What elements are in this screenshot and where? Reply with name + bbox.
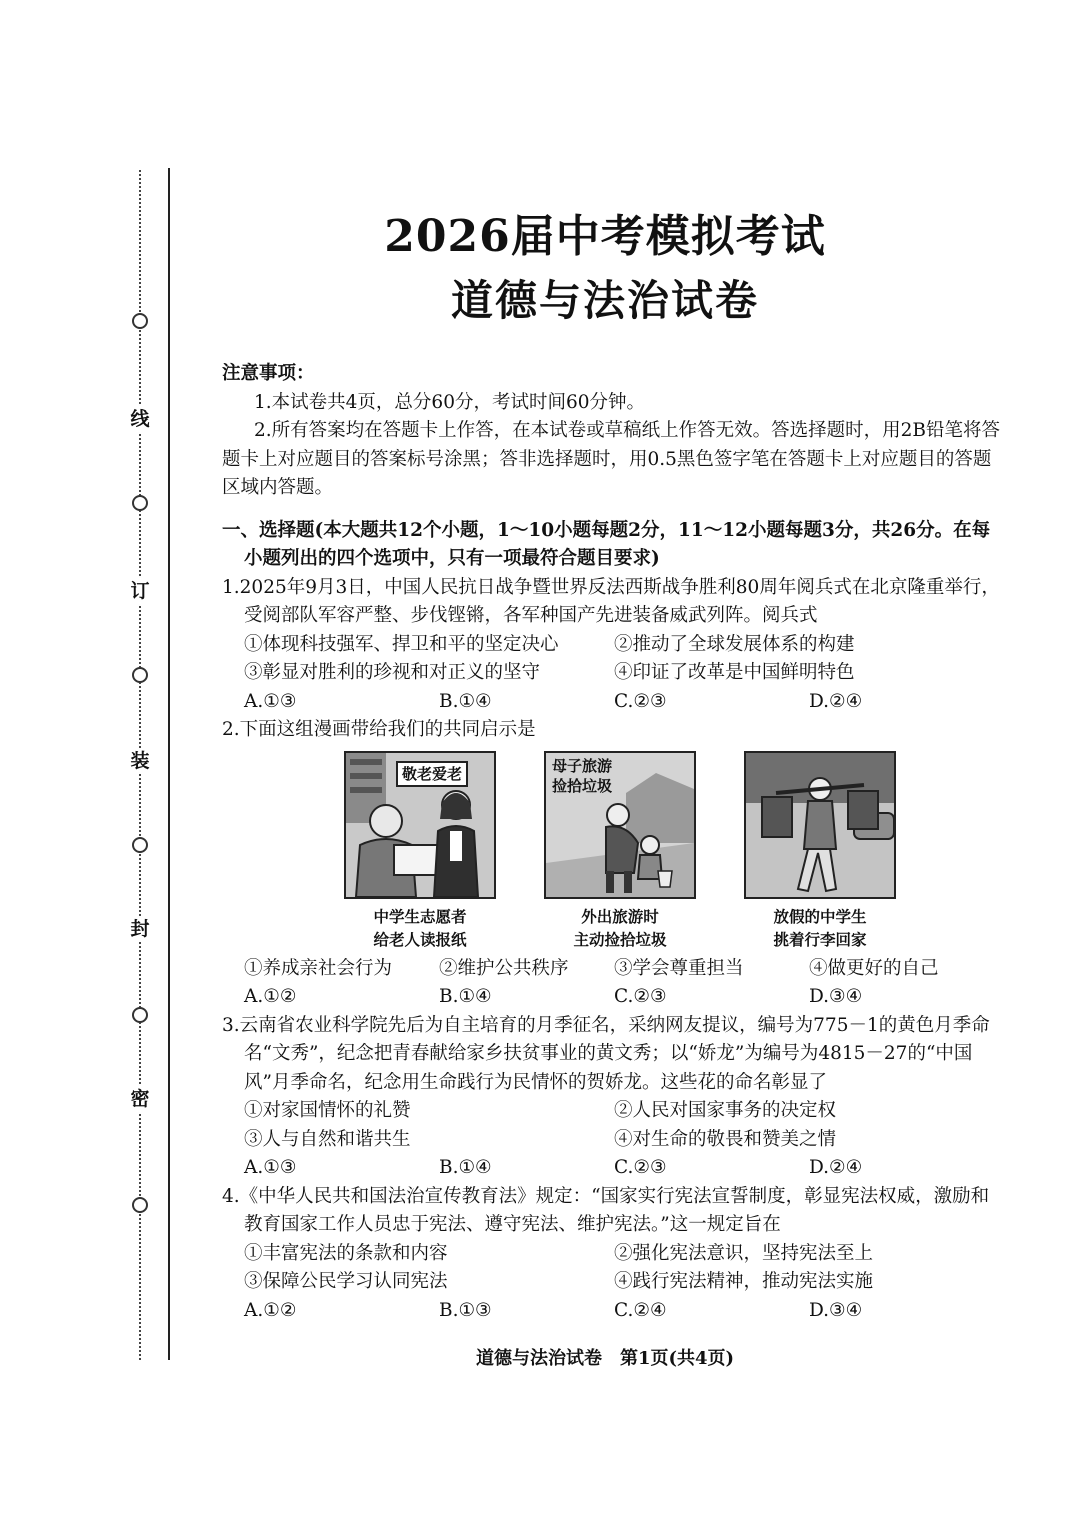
- question-stem: 2.下面这组漫画带给我们的共同启示是: [222, 719, 536, 740]
- choice-d: D.②④: [809, 1157, 863, 1178]
- binding-mark-xian: 线: [126, 406, 154, 432]
- choice-b: B.①③: [439, 1299, 492, 1321]
- statement-item: ②人民对国家事务的决定权: [614, 1100, 837, 1121]
- statement-item: ①对家国情怀的礼赞: [244, 1100, 411, 1121]
- comic-caption-line: 主动捡拾垃圾: [573, 929, 667, 949]
- exam-content: [222, 360, 1002, 1325]
- page-footer: 道德与法治试卷 第1页(共4页): [475, 1348, 735, 1369]
- binding-mark-ding: 订: [126, 578, 154, 604]
- comic-caption: [344, 905, 496, 951]
- choice-a: A.①②: [244, 986, 297, 1007]
- notice-item: 1.本试卷共4页，总分60分，考试时间60分钟。: [254, 391, 646, 413]
- comic-sign-text: 敬老爱老: [396, 761, 468, 787]
- statement-item: ②维护公共秩序: [439, 957, 569, 979]
- choice-list: [222, 688, 1002, 717]
- statement-list: [222, 955, 1002, 984]
- statement-item: ③学会尊重担当: [614, 957, 744, 979]
- binding-mark-feng: 封: [126, 916, 154, 942]
- section-heading: 一、选择题(本大题共12个小题，1～10小题每题2分，11～12小题每题3分，共26分。在每小题列出的四个选项中，只有一项最符合题目要求): [222, 519, 991, 569]
- choice-c: C.②③: [614, 986, 667, 1007]
- comic-caption-line: 给老人读报纸: [373, 929, 467, 949]
- comic-caption-line: 挑着行李回家: [773, 929, 867, 949]
- comic-panel: [544, 751, 696, 951]
- choice-a: A.①③: [244, 1157, 297, 1178]
- binding-solid-line: [168, 168, 170, 1360]
- comic-image-elder-reading: [344, 751, 496, 899]
- binding-circle-icon: [132, 667, 148, 683]
- choice-c: C.②③: [614, 1157, 667, 1178]
- choice-c: C.②③: [614, 690, 667, 712]
- binding-mark-mi: 密: [126, 1086, 154, 1112]
- statement-item: ①丰富宪法的条款和内容: [244, 1242, 448, 1264]
- choice-a: A.①③: [244, 690, 297, 712]
- comic-sign-line: 捡拾垃圾: [552, 776, 613, 795]
- statement-item: ④印证了改革是中国鲜明特色: [614, 662, 855, 683]
- statement-item: ③保障公民学习认同宪法: [244, 1271, 448, 1292]
- choice-list: [222, 1297, 1002, 1326]
- binding-circle-icon: [132, 1197, 148, 1213]
- binding-margin: [118, 170, 162, 1360]
- statement-item: ④做更好的自己: [809, 957, 939, 979]
- choice-b: B.①④: [439, 1157, 492, 1178]
- comic-panel: [344, 751, 496, 951]
- statement-list: [222, 631, 1002, 688]
- binding-mark-zhuang: 装: [126, 748, 154, 774]
- binding-circle-icon: [132, 837, 148, 853]
- statement-list: [222, 1240, 1002, 1297]
- notice-heading: 注意事项：: [222, 363, 315, 384]
- choice-list: [222, 983, 1002, 1012]
- choice-d: D.②④: [809, 690, 863, 712]
- statement-item: ①体现科技强军、捍卫和平的坚定决心: [244, 633, 559, 655]
- choice-a: A.①②: [244, 1299, 297, 1321]
- statement-item: ③彰显对胜利的珍视和对正义的坚守: [244, 662, 541, 683]
- question-stem: 3.云南省农业科学院先后为自主培育的月季征名，采纳网友提议，编号为775－1的黄色月季命名“文秀”，纪念把青春献给家乡扶贫事业的黄文秀；以“娇龙”为编号为4815－27的“中国风”月季命名，纪念用生命践行为民情怀的贺娇龙。这些花的命名彰显了: [222, 1014, 990, 1093]
- statement-item: ④对生命的敬畏和赞美之情: [614, 1128, 837, 1150]
- page-subtitle: 道德与法治试卷: [450, 276, 759, 325]
- binding-circle-icon: [132, 1007, 148, 1023]
- comic-caption: [544, 905, 696, 951]
- comic-caption: [744, 905, 896, 951]
- comic-caption-line: 外出旅游时: [581, 906, 659, 926]
- comic-image-carrying-luggage: [744, 751, 896, 899]
- statement-item: ②推动了全球发展体系的构建: [614, 633, 855, 655]
- comic-sign-line: 母子旅游: [552, 756, 613, 775]
- comic-image-picking-litter: [544, 751, 696, 899]
- statement-list: [222, 1097, 1002, 1154]
- statement-item: ①养成亲社会行为: [244, 957, 393, 979]
- comic-panel: [744, 751, 896, 951]
- choice-d: D.③④: [809, 986, 863, 1007]
- choice-c: C.②④: [614, 1299, 667, 1321]
- binding-circle-icon: [132, 495, 148, 511]
- comic-sign-text: [548, 755, 616, 797]
- question-stem: 4.《中华人民共和国法治宣传教育法》规定：“国家实行宪法宣誓制度，彰显宪法权威，激励和教育国家工作人员忠于宪法、遵守宪法、维护宪法。”这一规定旨在: [222, 1185, 990, 1235]
- choice-list: [222, 1154, 1002, 1183]
- comic-caption-line: 中学生志愿者: [373, 906, 467, 926]
- notice-item: 2.所有答案均在答题卡上作答，在本试卷或草稿纸上作答无效。答选择题时，用2B铅笔将答题卡上对应题目的答案标号涂黑；答非选择题时，用0.5黑色签字笔在答题卡上对应题目的答题区域内答题。: [222, 420, 1001, 498]
- choice-d: D.③④: [809, 1299, 863, 1321]
- choice-b: B.①④: [439, 986, 492, 1007]
- choice-b: B.①④: [439, 690, 492, 712]
- comic-strip: [222, 751, 1002, 951]
- page-title: 2026届中考模拟考试: [384, 211, 826, 262]
- statement-item: ④践行宪法精神，推动宪法实施: [614, 1271, 874, 1292]
- statement-item: ②强化宪法意识，坚持宪法至上: [614, 1242, 874, 1264]
- comic-caption-line: 放假的中学生: [773, 906, 867, 926]
- comic-illustration-icon: [746, 753, 894, 897]
- statement-item: ③人与自然和谐共生: [244, 1128, 411, 1150]
- question-stem: 1.2025年9月3日，中国人民抗日战争暨世界反法西斯战争胜利80周年阅兵式在北京隆重举行，受阅部队军容严整、步伐铿锵，各军种国产先进装备威武列阵。阅兵式: [222, 576, 1000, 626]
